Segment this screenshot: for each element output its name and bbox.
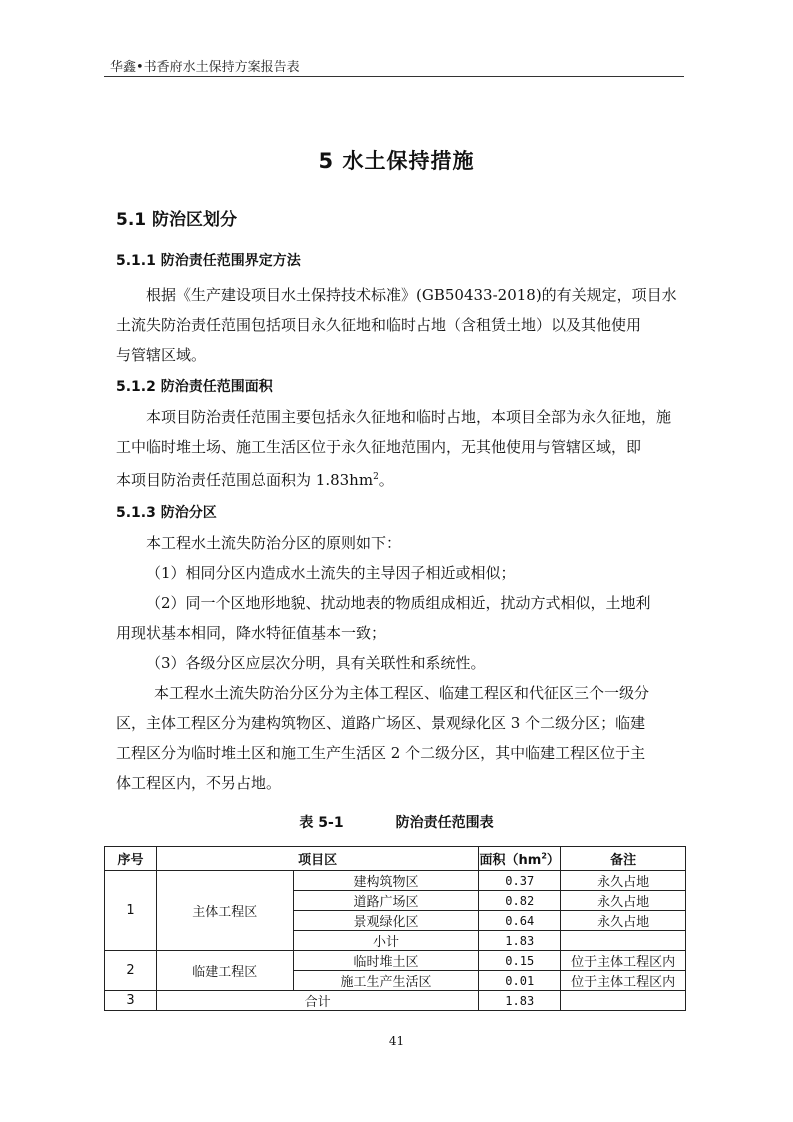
text-line: （2）同一个区地形地貌、扰动地表的物质组成相近，扰动方式相似，土地利: [146, 594, 651, 612]
text-line: 工程区分为临时堆土区和施工生产生活区 2 个二级分区，其中临建工程区位于主: [116, 744, 646, 762]
note-cell: 永久占地: [561, 871, 686, 891]
header-item: 项目区: [156, 847, 478, 871]
note-cell: 位于主体工程区内: [561, 971, 686, 991]
sub-area-name: 道路广场区: [293, 891, 479, 911]
table-caption-title: 防治责任范围表: [395, 815, 494, 831]
paragraph-5-1-3: [116, 528, 684, 798]
sub-area-name: 建构筑物区: [293, 871, 479, 891]
header-no: 序号: [105, 847, 157, 871]
group-number: 1: [105, 871, 157, 951]
sub-area-name: 小计: [293, 931, 479, 951]
text-line: 根据《生产建设项目水土保持技术标准》(GB50433-2018)的有关规定，项目水: [146, 286, 677, 304]
text-line: [116, 462, 684, 495]
header-area: 面积$(hm^2)$: [479, 847, 561, 871]
chapter-title: 5 水土保持措施: [318, 149, 475, 173]
note-cell: 永久占地: [561, 911, 686, 931]
text-line: 工中临时堆土场、施工生活区位于永久征地范围内，无其他使用与管辖区域，即: [116, 438, 642, 456]
paragraph-5-1-2: [116, 402, 684, 495]
section-heading-5-1-2: 5.1.2 防治责任范围面积: [116, 379, 273, 395]
note-cell: [561, 931, 686, 951]
sub-area-name: 施工生产生活区: [293, 971, 479, 991]
total-label: 合计: [156, 991, 478, 1011]
header-title: 华鑫•书香府水土保持方案报告表: [110, 60, 300, 75]
group-number: 2: [105, 951, 157, 991]
area-value: 0.37: [479, 871, 561, 891]
superscript: 2: [373, 472, 379, 482]
sub-area-name: 临时堆土区: [293, 951, 479, 971]
page-number: 41: [388, 1034, 405, 1048]
text-line: 用现状基本相同，降水特征值基本一致；: [116, 624, 387, 642]
section-heading-5-1-1: 5.1.1 防治责任范围界定方法: [116, 253, 301, 269]
text-line-content: 本项目防治责任范围总面积为 1.83hm: [116, 471, 374, 489]
sub-area-name: 景观绿化区: [293, 911, 479, 931]
table-row: [105, 951, 686, 971]
text-line: （1）相同分区内造成水土流失的主导因子相近或相似；: [146, 564, 516, 582]
text-line: （3）各级分区应层次分明，具有关联性和系统性。: [146, 654, 486, 672]
group-name: 主体工程区: [156, 871, 293, 951]
text-line: 本项目防治责任范围主要包括永久征地和临时占地，本项目全部为永久征地，施: [146, 408, 672, 426]
area-value: 0.01: [479, 971, 561, 991]
text-line: 与管辖区域。: [116, 346, 207, 364]
table-header-row: [105, 847, 686, 871]
text-line: 土流失防治责任范围包括项目永久征地和临时占地（含租赁土地）以及其他使用: [116, 316, 642, 334]
header-divider: [104, 76, 684, 77]
text-line: 本工程水土流失防治分区分为主体工程区、临建工程区和代征区三个一级分: [154, 684, 650, 702]
area-value: 0.64: [479, 911, 561, 931]
protection-scope-table: [104, 846, 686, 1011]
total-number: 3: [105, 991, 157, 1011]
area-value: 0.82: [479, 891, 561, 911]
text-line: 体工程区内，不另占地。: [116, 774, 282, 792]
header-note: 备注: [561, 847, 686, 871]
table-caption: [0, 812, 793, 832]
area-value: 1.83: [479, 931, 561, 951]
table-caption-number: 表 5-1: [299, 815, 344, 831]
section-heading-5-1-3: 5.1.3 防治分区: [116, 505, 217, 521]
text-line: 区，主体工程区分为建构筑物区、道路广场区、景观绿化区 3 个二级分区；临建: [116, 714, 646, 732]
paragraph-5-1-1: [116, 280, 684, 370]
table-total-row: [105, 991, 686, 1011]
group-name: 临建工程区: [156, 951, 293, 991]
note-cell: 永久占地: [561, 891, 686, 911]
total-area: 1.83: [479, 991, 561, 1011]
note-cell: 位于主体工程区内: [561, 951, 686, 971]
total-note: [561, 991, 686, 1011]
section-heading-5-1: 5.1 防治区划分: [116, 210, 238, 230]
table-row: [105, 871, 686, 891]
text-line: 本工程水土流失防治分区的原则如下：: [146, 534, 402, 552]
area-value: 0.15: [479, 951, 561, 971]
text-line-tail: 。: [378, 471, 394, 489]
